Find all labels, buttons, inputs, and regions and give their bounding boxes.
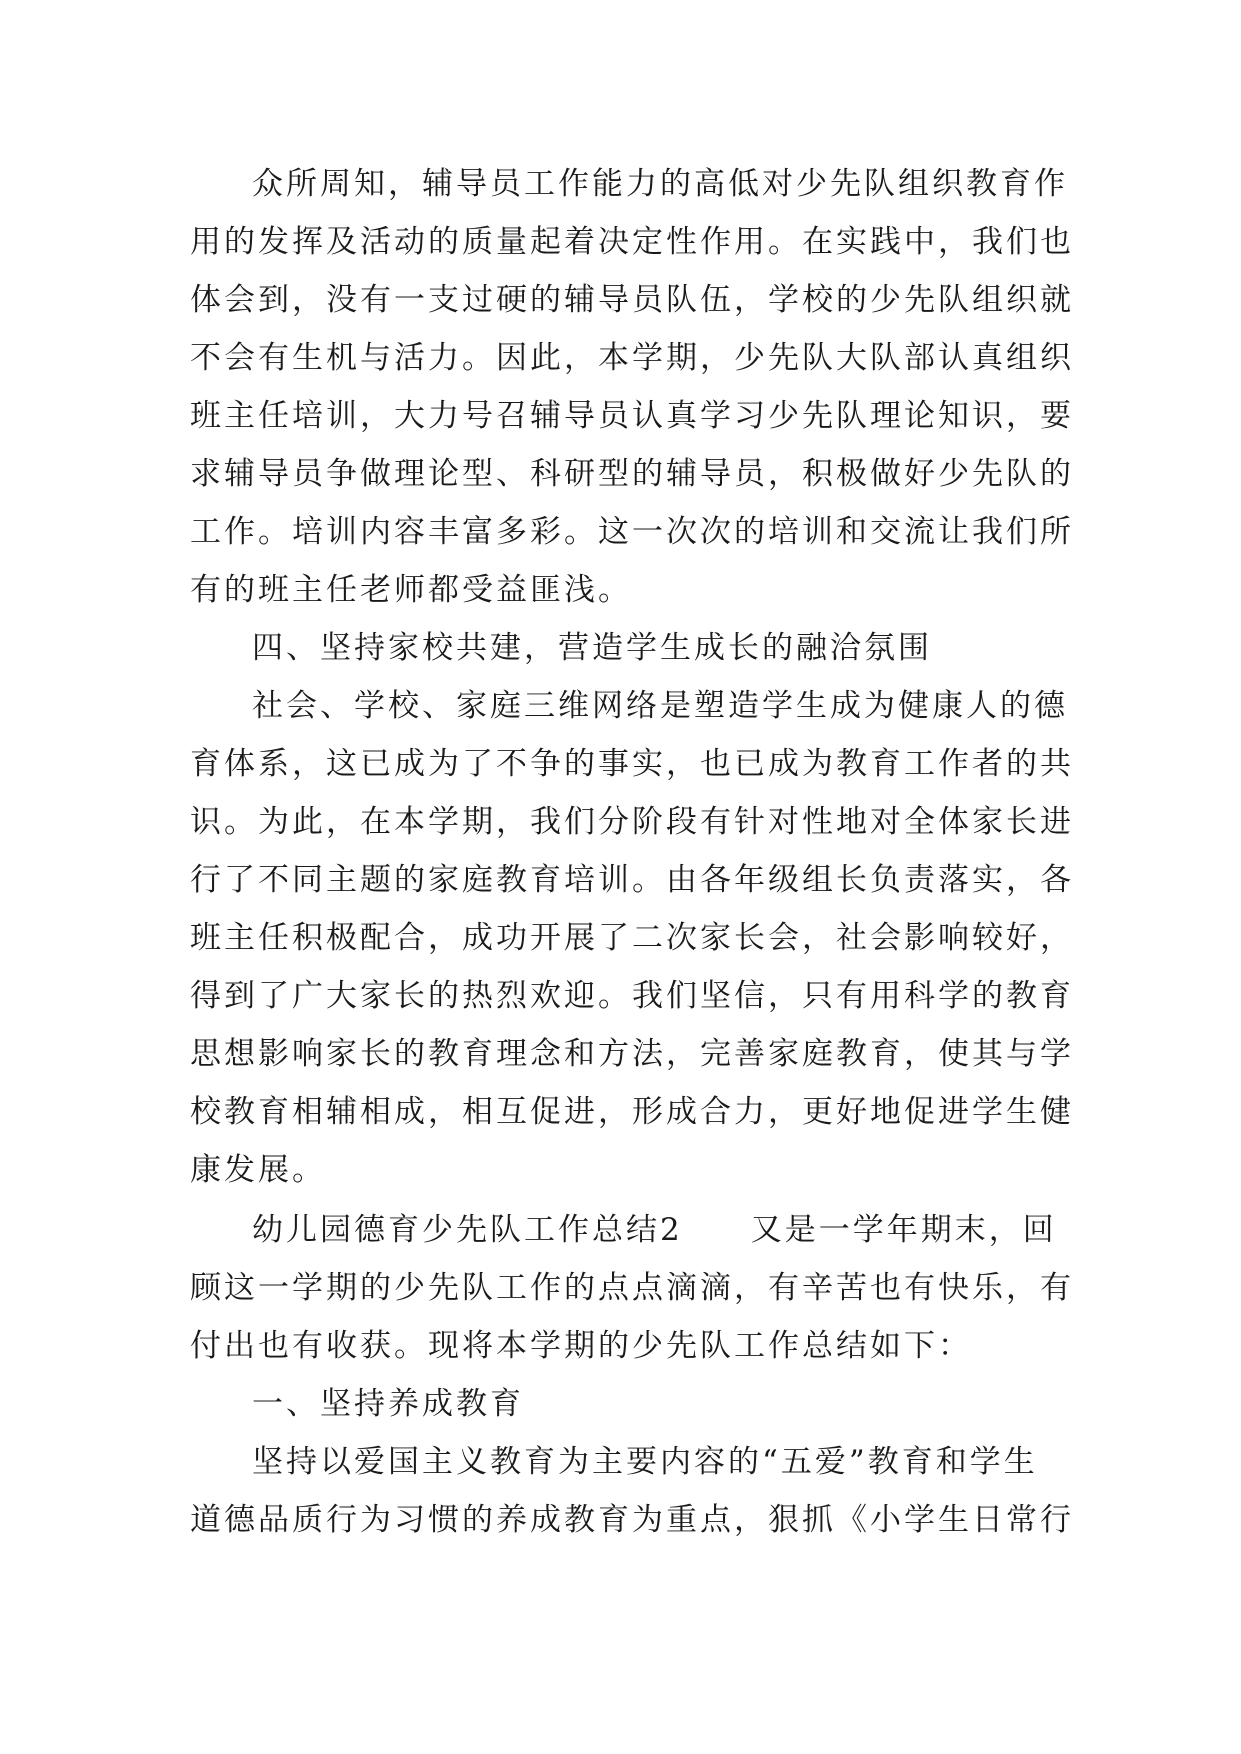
section-heading: 四、坚持家校共建，营造学生成长的融洽氛围 — [252, 630, 932, 666]
paragraph-line: 有的班主任老师都受益匪浅。 — [190, 572, 632, 608]
paragraph-line: 康发展。 — [190, 1152, 326, 1188]
paragraph-line: 班主任积极配合，成功开展了二次家长会，社会影响较好， — [190, 920, 1074, 956]
paragraph-line: 众所周知，辅导员工作能力的高低对少先队组织教育作 — [252, 166, 1068, 202]
paragraph-line: 社会、学校、家庭三维网络是塑造学生成为健康人的德 — [252, 688, 1068, 724]
section-heading: 一、坚持养成教育 — [252, 1386, 524, 1422]
paragraph-line: 坚持以爱国主义教育为主要内容的“五爱”教育和学生 — [252, 1444, 1038, 1480]
document-body — [190, 155, 1074, 1549]
paragraph-line: 校教育相辅相成，相互促进，形成合力，更好地促进学生健 — [190, 1094, 1074, 1130]
paragraph-line: 思想影响家长的教育理念和方法，完善家庭教育，使其与学 — [190, 1036, 1074, 1072]
paragraph-line: 付出也有收获。现将本学期的少先队工作总结如下： — [190, 1328, 972, 1364]
paragraph-line: 得到了广大家长的热烈欢迎。我们坚信，只有用科学的教育 — [190, 978, 1074, 1014]
paragraph-line: 行了不同主题的家庭教育培训。由各年级组长负责落实，各 — [190, 862, 1074, 898]
paragraph-line: 育体系，这已成为了不争的事实，也已成为教育工作者的共 — [190, 746, 1074, 782]
paragraph-line: 识。为此，在本学期，我们分阶段有针对性地对全体家长进 — [190, 804, 1074, 840]
paragraph-line: 求辅导员争做理论型、科研型的辅导员，积极做好少先队的 — [190, 456, 1074, 492]
paragraph-line: 工作。培训内容丰富多彩。这一次次的培训和交流让我们所 — [190, 514, 1074, 550]
paragraph-line: 不会有生机与活力。因此，本学期，少先队大队部认真组织 — [190, 340, 1074, 376]
paragraph-line: 顾这一学期的少先队工作的点点滴滴，有辛苦也有快乐，有 — [190, 1270, 1074, 1306]
summary-title-line: 幼儿园德育少先队工作总结2 又是一学年期末，回 — [252, 1212, 1057, 1248]
paragraph-line: 道德品质行为习惯的养成教育为重点，狠抓《小学生日常行 — [190, 1502, 1074, 1538]
paragraph-line: 体会到，没有一支过硬的辅导员队伍，学校的少先队组织就 — [190, 282, 1074, 318]
paragraph-line: 班主任培训，大力号召辅导员认真学习少先队理论知识，要 — [190, 398, 1074, 434]
paragraph-line: 用的发挥及活动的质量起着决定性作用。在实践中，我们也 — [190, 224, 1074, 260]
